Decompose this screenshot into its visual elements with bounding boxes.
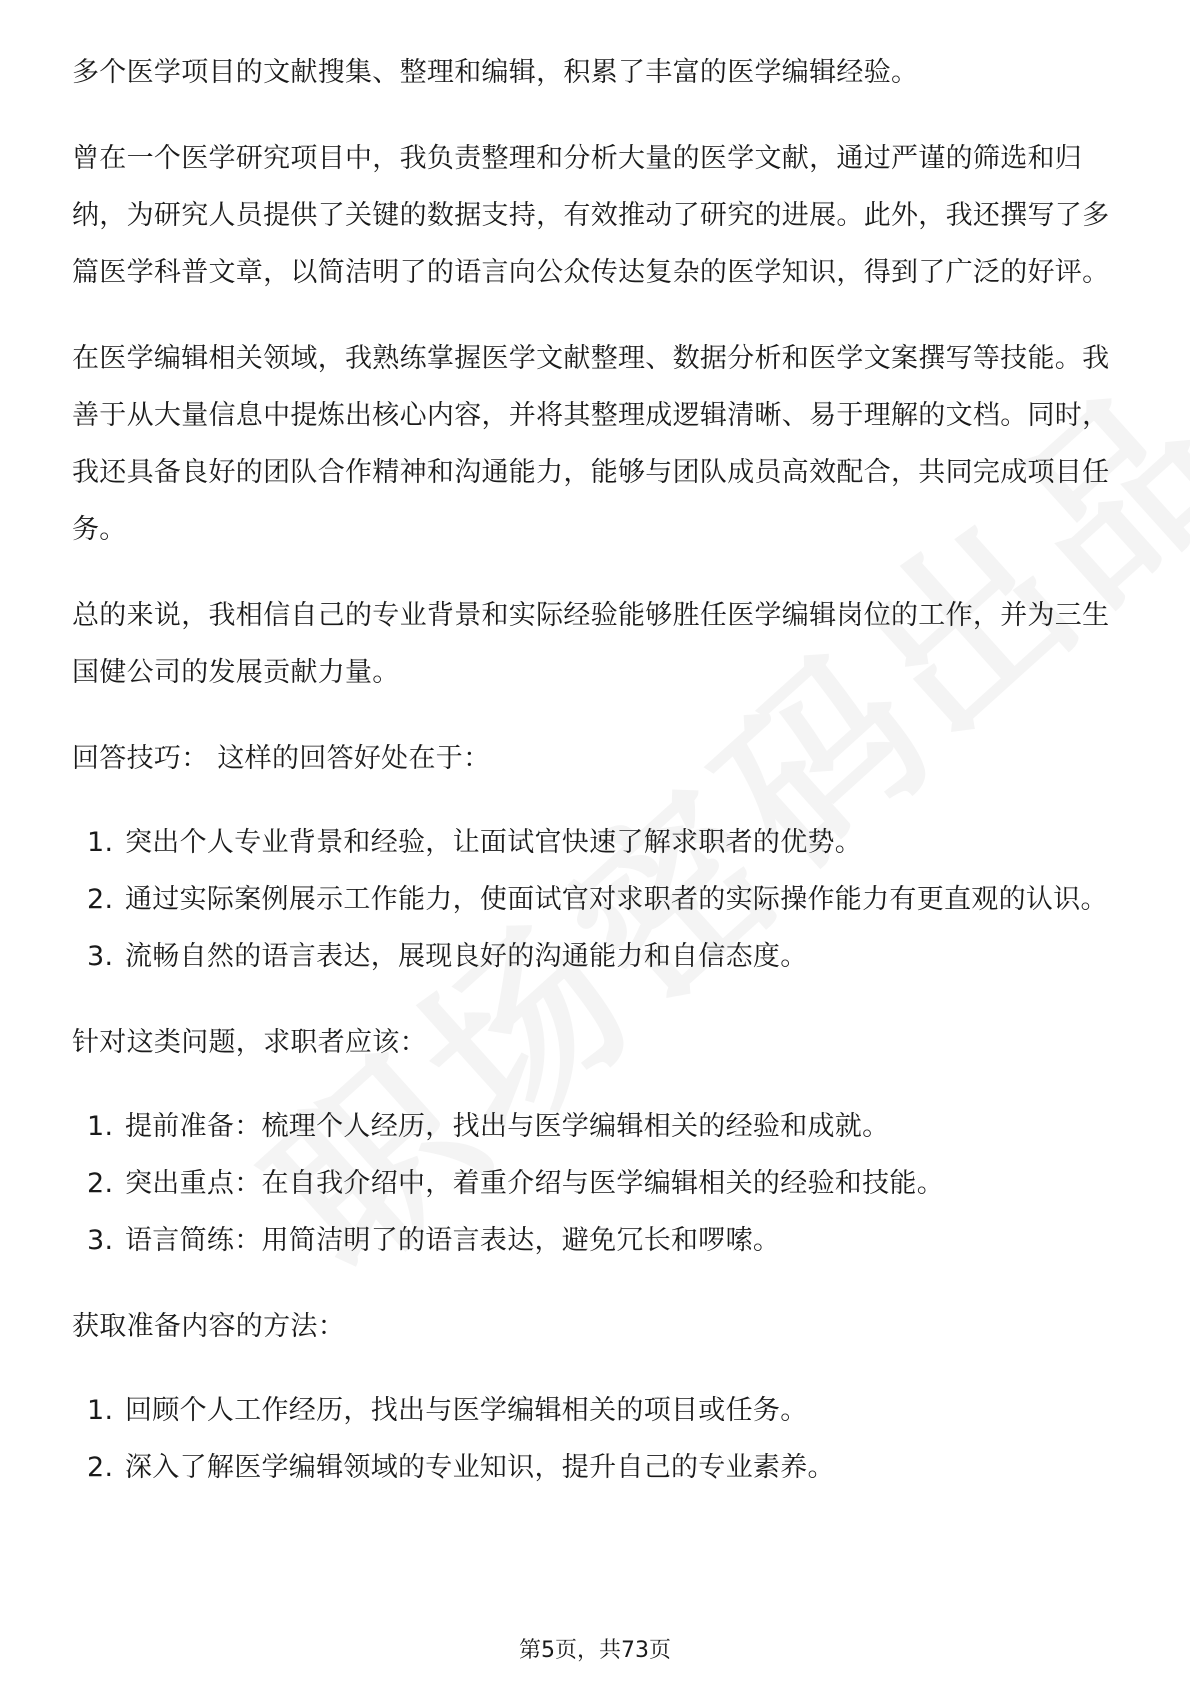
list-text: 通过实际案例展示工作能力，使面试官对求职者的实际操作能力有更直观的认识。 [125, 884, 1108, 915]
list-number: 1. [87, 827, 114, 858]
list-item [72, 1382, 1122, 1439]
tips-heading: 回答技巧： 这样的回答好处在于： [72, 743, 491, 774]
tips-list [72, 814, 1122, 985]
list-item [72, 928, 1122, 985]
list-text: 回顾个人工作经历，找出与医学编辑相关的项目或任务。 [125, 1395, 808, 1426]
list-number: 3. [87, 1225, 114, 1256]
list-number: 2. [87, 1452, 114, 1483]
paragraph-summary: 总的来说，我相信自己的专业背景和实际经验能够胜任医学编辑岗位的工作，并为三生国健公司的发展贡献力量。 [72, 600, 1110, 688]
list-item [72, 871, 1122, 928]
paragraph-project-experience: 曾在一个医学研究项目中，我负责整理和分析大量的医学文献，通过严谨的筛选和归纳，为研究人员提供了关键的数据支持，有效推动了研究的进展。此外，我还撰写了多篇医学科普文章，以简洁明了的语言向公众传达复杂的医学知识，得到了广泛的好评。 [72, 143, 1110, 288]
list-number: 1. [87, 1111, 114, 1142]
list-item [72, 1098, 1122, 1155]
list-item [72, 814, 1122, 871]
list-text: 突出个人专业背景和经验，让面试官快速了解求职者的优势。 [125, 827, 863, 858]
list-text: 深入了解医学编辑领域的专业知识，提升自己的专业素养。 [125, 1452, 835, 1483]
methods-list [72, 1382, 1122, 1496]
advice-heading: 针对这类问题，求职者应该： [72, 1027, 427, 1058]
list-item [72, 1155, 1122, 1212]
list-number: 3. [87, 941, 114, 972]
page-number: 第5页，共73页 [519, 1638, 671, 1663]
list-text: 突出重点：在自我介绍中，着重介绍与医学编辑相关的经验和技能。 [125, 1168, 944, 1199]
list-number: 1. [87, 1395, 114, 1426]
paragraph-experience-intro: 多个医学项目的文献搜集、整理和编辑，积累了丰富的医学编辑经验。 [72, 57, 919, 88]
paragraph-skills: 在医学编辑相关领域，我熟练掌握医学文献整理、数据分析和医学文案撰写等技能。我善于从大量信息中提炼出核心内容，并将其整理成逻辑清晰、易于理解的文档。同时，我还具备良好的团队合作精神和沟通能力，能够与团队成员高效配合，共同完成项目任务。 [72, 343, 1110, 545]
list-number: 2. [87, 884, 114, 915]
list-item [72, 1439, 1122, 1496]
document-body [72, 44, 1122, 1525]
list-item [72, 1212, 1122, 1269]
advice-list [72, 1098, 1122, 1269]
list-number: 2. [87, 1168, 114, 1199]
list-text: 语言简练：用简洁明了的语言表达，避免冗长和啰嗦。 [125, 1225, 781, 1256]
methods-heading: 获取准备内容的方法： [72, 1311, 345, 1342]
list-text: 流畅自然的语言表达，展现良好的沟通能力和自信态度。 [125, 941, 808, 972]
list-text: 提前准备：梳理个人经历，找出与医学编辑相关的经验和成就。 [125, 1111, 890, 1142]
